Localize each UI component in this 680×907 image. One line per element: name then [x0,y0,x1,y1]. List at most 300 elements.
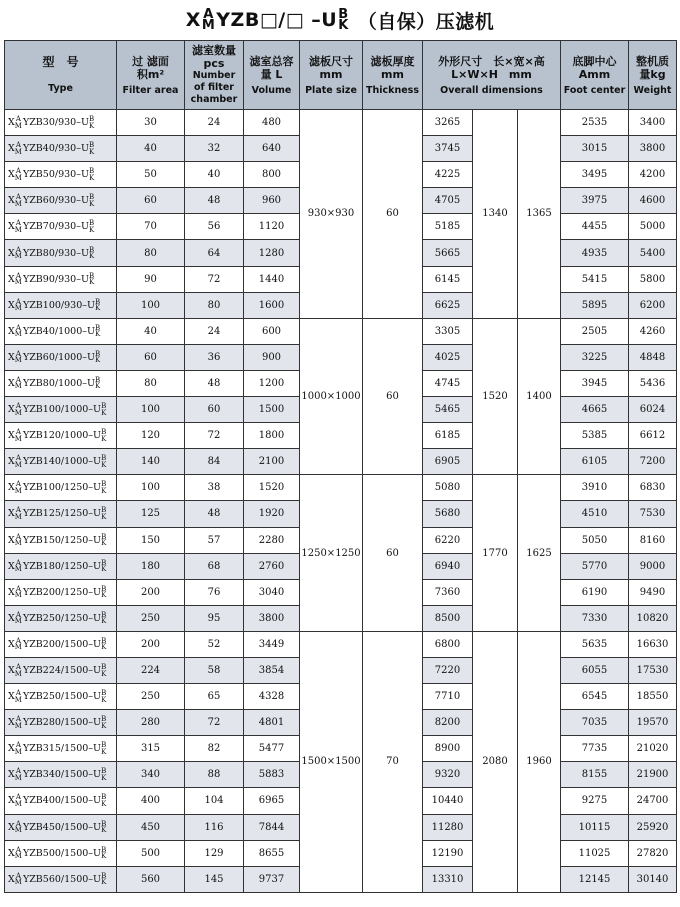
model-prefix: X [8,247,15,259]
foot-center-cell: 6055 [561,657,629,683]
volume-cell: 1120 [244,214,300,240]
model-suffix-bottom: K [101,643,107,652]
weight-cell: 4600 [629,188,677,214]
model-suffix-top: B [101,871,107,880]
model-prefix-top: A [15,297,21,306]
length-cell: 11280 [423,814,473,840]
model-cell [5,344,117,370]
model-prefix-top: A [15,193,21,202]
model-cell [5,162,117,188]
model-suffix-fraction [95,351,100,364]
model-suffix-top: B [101,610,107,619]
model-prefix: X [8,325,15,337]
model-name: YZB100/930–U [22,299,96,311]
chambers-cell: 52 [185,631,244,657]
length-cell: 3265 [423,110,473,136]
model-suffix-bottom: K [101,591,107,600]
volume-cell: 2280 [244,527,300,553]
model-prefix: X [8,273,15,285]
model-cell [5,788,117,814]
weight-cell: 5800 [629,266,677,292]
model-prefix-bottom: M [14,721,22,730]
volume-cell: 9737 [244,866,300,892]
model-prefix-fraction [15,247,22,260]
spec-table [4,40,677,893]
model-prefix-fraction [15,507,22,520]
model-suffix-bottom: K [101,539,107,548]
model-suffix-bottom: K [88,121,95,130]
model-suffix-top: B [89,193,95,202]
title-prefix-bottom: M [201,18,216,33]
model-prefix-bottom: M [14,382,22,391]
length-cell: 6940 [423,553,473,579]
model-prefix-fraction [15,716,22,729]
model-prefix-bottom: M [14,173,22,182]
length-cell: 6145 [423,266,473,292]
model-suffix-fraction [89,220,94,233]
model-prefix-top: A [15,871,21,880]
area-cell: 125 [117,501,185,527]
weight-cell: 9000 [629,553,677,579]
volume-cell: 900 [244,344,300,370]
model-prefix-bottom: M [14,539,22,548]
area-cell: 200 [117,579,185,605]
area-cell: 30 [117,110,185,136]
title-suffix-bottom: K [338,18,349,33]
model-suffix-fraction [101,742,106,755]
volume-cell: 2760 [244,553,300,579]
model-prefix-bottom: M [14,434,22,443]
foot-center-cell: 3495 [561,162,629,188]
model-name: YZB100/1250–U [22,482,102,494]
model-prefix-bottom: M [14,852,22,861]
width-cell: 1520 [473,318,518,475]
model-prefix: X [8,795,15,807]
model-cell [5,710,117,736]
model-prefix-bottom: M [14,669,22,678]
model-prefix-top: A [15,480,21,489]
header-area: 过 滤面积m² Filter area [117,41,185,110]
model-suffix-fraction [101,638,106,651]
model-prefix: X [8,638,15,650]
foot-center-cell: 5415 [561,266,629,292]
length-cell: 6220 [423,527,473,553]
model-suffix-fraction [89,168,94,181]
weight-cell: 18550 [629,684,677,710]
header-weight: 整机质量kg Weight [629,41,677,110]
width-cell: 1770 [473,475,518,632]
length-cell: 6905 [423,449,473,475]
model-cell [5,370,117,396]
model-suffix-top: B [101,402,107,411]
volume-cell: 5883 [244,762,300,788]
model-cell [5,292,117,318]
model-prefix-fraction [15,664,22,677]
model-prefix: X [8,769,15,781]
area-cell: 450 [117,814,185,840]
model-name: YZB400/1500–U [22,795,102,807]
model-prefix: X [8,847,15,859]
model-name: YZB30/930–U [22,117,89,129]
model-suffix-bottom: K [101,434,107,443]
weight-cell: 4200 [629,162,677,188]
header-plate: 滤板尺寸 mm Plate size [300,41,363,110]
model-prefix-fraction [15,351,22,364]
model-suffix-top: B [101,428,107,437]
model-suffix-top: B [101,480,107,489]
model-prefix-fraction [15,403,22,416]
model-suffix-fraction [89,194,94,207]
area-cell: 80 [117,370,185,396]
model-prefix-fraction [15,560,22,573]
weight-cell: 3400 [629,110,677,136]
height-cell: 1960 [518,631,561,892]
length-cell: 5665 [423,240,473,266]
height-cell: 1365 [518,110,561,319]
foot-center-cell: 3225 [561,344,629,370]
model-prefix-fraction [15,481,22,494]
area-cell: 140 [117,449,185,475]
foot-center-cell: 4665 [561,397,629,423]
foot-center-cell: 8155 [561,762,629,788]
model-prefix-bottom: M [14,252,22,261]
model-suffix-bottom: K [95,356,101,365]
title-name: （自保）压滤机 [357,10,495,33]
model-suffix-fraction [101,873,106,886]
chambers-cell: 57 [185,527,244,553]
model-cell [5,762,117,788]
chambers-cell: 38 [185,475,244,501]
volume-cell: 3040 [244,579,300,605]
area-cell: 90 [117,266,185,292]
model-prefix-top: A [15,663,21,672]
length-cell: 6800 [423,631,473,657]
model-prefix-fraction [15,742,22,755]
model-prefix-top: A [15,741,21,750]
foot-center-cell: 11025 [561,840,629,866]
model-suffix-top: B [101,741,107,750]
model-name: YZB315/1500–U [22,743,102,755]
chambers-cell: 95 [185,605,244,631]
model-prefix-fraction [15,299,22,312]
chambers-cell: 72 [185,266,244,292]
model-prefix-bottom: M [14,826,22,835]
model-suffix-bottom: K [88,173,95,182]
model-suffix-fraction [101,560,106,573]
model-name: YZB60/1000–U [22,351,96,363]
model-name: YZB224/1500–U [22,665,102,677]
volume-cell: 1600 [244,292,300,318]
model-prefix: X [8,221,15,233]
foot-center-cell: 3975 [561,188,629,214]
model-cell [5,605,117,631]
model-prefix-top: A [15,141,21,150]
model-suffix-bottom: K [95,382,101,391]
foot-center-cell: 2505 [561,318,629,344]
model-name: YZB40/930–U [22,143,89,155]
model-suffix-fraction [95,377,100,390]
foot-center-cell: 10115 [561,814,629,840]
area-cell: 40 [117,136,185,162]
model-name: YZB250/1500–U [22,691,102,703]
model-prefix-fraction [15,142,22,155]
weight-cell: 30140 [629,866,677,892]
foot-center-cell: 3015 [561,136,629,162]
model-suffix-top: B [101,663,107,672]
volume-cell: 2100 [244,449,300,475]
model-suffix-top: B [95,375,101,384]
model-name: YZB60/930–U [22,195,89,207]
thickness-cell: 60 [363,318,423,475]
length-cell: 3745 [423,136,473,162]
model-name: YZB70/930–U [22,221,89,233]
model-prefix-fraction [15,534,22,547]
model-name: YZB80/930–U [22,247,89,259]
model-name: YZB50/930–U [22,169,89,181]
model-prefix-bottom: M [14,591,22,600]
model-prefix: X [8,873,15,885]
area-cell: 250 [117,684,185,710]
model-prefix-top: A [15,636,21,645]
model-suffix-bottom: K [101,617,107,626]
model-suffix-fraction [101,481,106,494]
model-suffix-bottom: K [101,512,107,521]
area-cell: 50 [117,162,185,188]
plate-size-cell: 1000×1000 [300,318,363,475]
model-prefix-top: A [15,845,21,854]
area-cell: 280 [117,710,185,736]
length-cell: 12190 [423,840,473,866]
chambers-cell: 76 [185,579,244,605]
foot-center-cell: 6105 [561,449,629,475]
volume-cell: 7844 [244,814,300,840]
model-name: YZB120/1000–U [22,430,102,442]
page-title [0,0,680,40]
model-prefix: X [8,351,15,363]
model-cell [5,214,117,240]
header-dims: 外形尺寸 长×宽×高 L×W×H mm Overall dimensions [423,41,561,110]
model-cell [5,449,117,475]
model-prefix-fraction [15,690,22,703]
length-cell: 5680 [423,501,473,527]
model-cell [5,527,117,553]
model-prefix: X [8,195,15,207]
model-suffix-top: B [95,323,101,332]
title-middle: YZB□/□ –U [216,9,338,31]
model-prefix: X [8,612,15,624]
width-cell: 1340 [473,110,518,319]
chambers-cell: 80 [185,292,244,318]
chambers-cell: 58 [185,657,244,683]
length-cell: 10440 [423,788,473,814]
model-prefix-fraction [15,821,22,834]
length-cell: 13310 [423,866,473,892]
header-thickness: 滤板厚度 mm Thickness [363,41,423,110]
model-suffix-bottom: K [101,669,107,678]
volume-cell: 3449 [244,631,300,657]
model-prefix-fraction [15,873,22,886]
model-name: YZB560/1500–U [22,873,102,885]
model-prefix-top: A [15,767,21,776]
model-prefix-top: A [15,558,21,567]
model-suffix-fraction [101,794,106,807]
model-suffix-bottom: K [101,852,107,861]
model-prefix: X [8,482,15,494]
model-prefix: X [8,508,15,520]
foot-center-cell: 6190 [561,579,629,605]
chambers-cell: 64 [185,240,244,266]
model-prefix-top: A [15,428,21,437]
volume-cell: 3800 [244,605,300,631]
table-row [5,475,677,501]
header-type: 型 号 Type [5,41,117,110]
chambers-cell: 82 [185,736,244,762]
weight-cell: 6200 [629,292,677,318]
model-suffix-fraction [89,273,94,286]
model-suffix-top: B [101,793,107,802]
chambers-cell: 88 [185,762,244,788]
weight-cell: 25920 [629,814,677,840]
model-name: YZB200/1250–U [22,586,102,598]
model-cell [5,657,117,683]
model-prefix-top: A [15,506,21,515]
model-prefix-bottom: M [14,460,22,469]
chambers-cell: 24 [185,110,244,136]
title-prefix-top: A [203,6,214,22]
model-suffix-bottom: K [95,304,101,313]
chambers-cell: 32 [185,136,244,162]
weight-cell: 5436 [629,370,677,396]
model-name: YZB40/1000–U [22,325,96,337]
model-cell [5,240,117,266]
area-cell: 150 [117,527,185,553]
foot-center-cell: 5635 [561,631,629,657]
model-prefix-bottom: M [14,565,22,574]
length-cell: 4745 [423,370,473,396]
length-cell: 7220 [423,657,473,683]
weight-cell: 7530 [629,501,677,527]
model-prefix-bottom: M [14,695,22,704]
foot-center-cell: 12145 [561,866,629,892]
model-suffix-top: B [101,689,107,698]
thickness-cell: 60 [363,110,423,319]
model-prefix-fraction [15,325,22,338]
model-suffix-fraction [95,325,100,338]
model-cell [5,423,117,449]
height-cell: 1400 [518,318,561,475]
model-name: YZB150/1250–U [22,534,102,546]
model-name: YZB125/1250–U [22,508,102,520]
area-cell: 60 [117,344,185,370]
weight-cell: 17530 [629,657,677,683]
foot-center-cell: 6545 [561,684,629,710]
model-prefix-top: A [15,271,21,280]
weight-cell: 8160 [629,527,677,553]
length-cell: 7360 [423,579,473,605]
model-suffix-bottom: K [88,225,95,234]
model-prefix-fraction [15,455,22,468]
weight-cell: 6830 [629,475,677,501]
model-cell [5,475,117,501]
model-cell [5,736,117,762]
title-prefix-fraction [201,6,216,33]
model-prefix: X [8,143,15,155]
model-suffix-bottom: K [101,486,107,495]
model-cell [5,814,117,840]
model-prefix-bottom: M [14,147,22,156]
area-cell: 100 [117,397,185,423]
model-cell [5,136,117,162]
length-cell: 4025 [423,344,473,370]
model-suffix-top: B [101,636,107,645]
model-cell [5,318,117,344]
model-name: YZB280/1500–U [22,717,102,729]
volume-cell: 5477 [244,736,300,762]
model-prefix-fraction [15,168,22,181]
model-suffix-top: B [89,141,95,150]
area-cell: 70 [117,214,185,240]
model-suffix-top: B [101,819,107,828]
model-name: YZB140/1000–U [22,456,102,468]
model-suffix-fraction [89,247,94,260]
model-prefix: X [8,404,15,416]
weight-cell: 10820 [629,605,677,631]
title-prefix: X [185,9,201,31]
header-foot: 底脚中心 Amm Foot center [561,41,629,110]
model-prefix-top: A [15,245,21,254]
table-row [5,318,677,344]
model-prefix-top: A [15,375,21,384]
model-suffix-fraction [101,507,106,520]
model-prefix-bottom: M [14,304,22,313]
model-name: YZB200/1500–U [22,638,102,650]
model-prefix-top: A [15,115,21,124]
area-cell: 60 [117,188,185,214]
weight-cell: 16630 [629,631,677,657]
model-prefix-bottom: M [14,408,22,417]
model-suffix-top: B [95,297,101,306]
model-suffix-top: B [101,532,107,541]
header-volume: 滤室总容量 L Volume [244,41,300,110]
model-prefix-fraction [15,194,22,207]
foot-center-cell: 5895 [561,292,629,318]
model-prefix: X [8,456,15,468]
volume-cell: 960 [244,188,300,214]
chambers-cell: 40 [185,162,244,188]
chambers-cell: 60 [185,397,244,423]
model-prefix-top: A [15,610,21,619]
length-cell: 8900 [423,736,473,762]
area-cell: 180 [117,553,185,579]
model-prefix: X [8,821,15,833]
area-cell: 224 [117,657,185,683]
model-suffix-top: B [101,767,107,776]
volume-cell: 1440 [244,266,300,292]
model-suffix-top: B [101,584,107,593]
model-suffix-bottom: K [101,721,107,730]
model-cell [5,579,117,605]
model-prefix-bottom: M [14,643,22,652]
model-suffix-fraction [101,455,106,468]
model-name: YZB180/1250–U [22,560,102,572]
model-prefix-top: A [15,219,21,228]
model-prefix: X [8,586,15,598]
model-suffix-fraction [101,429,106,442]
foot-center-cell: 4455 [561,214,629,240]
area-cell: 560 [117,866,185,892]
header-chambers: 滤室数量 pcs Number of filter chamber [185,41,244,110]
model-suffix-bottom: K [88,199,95,208]
